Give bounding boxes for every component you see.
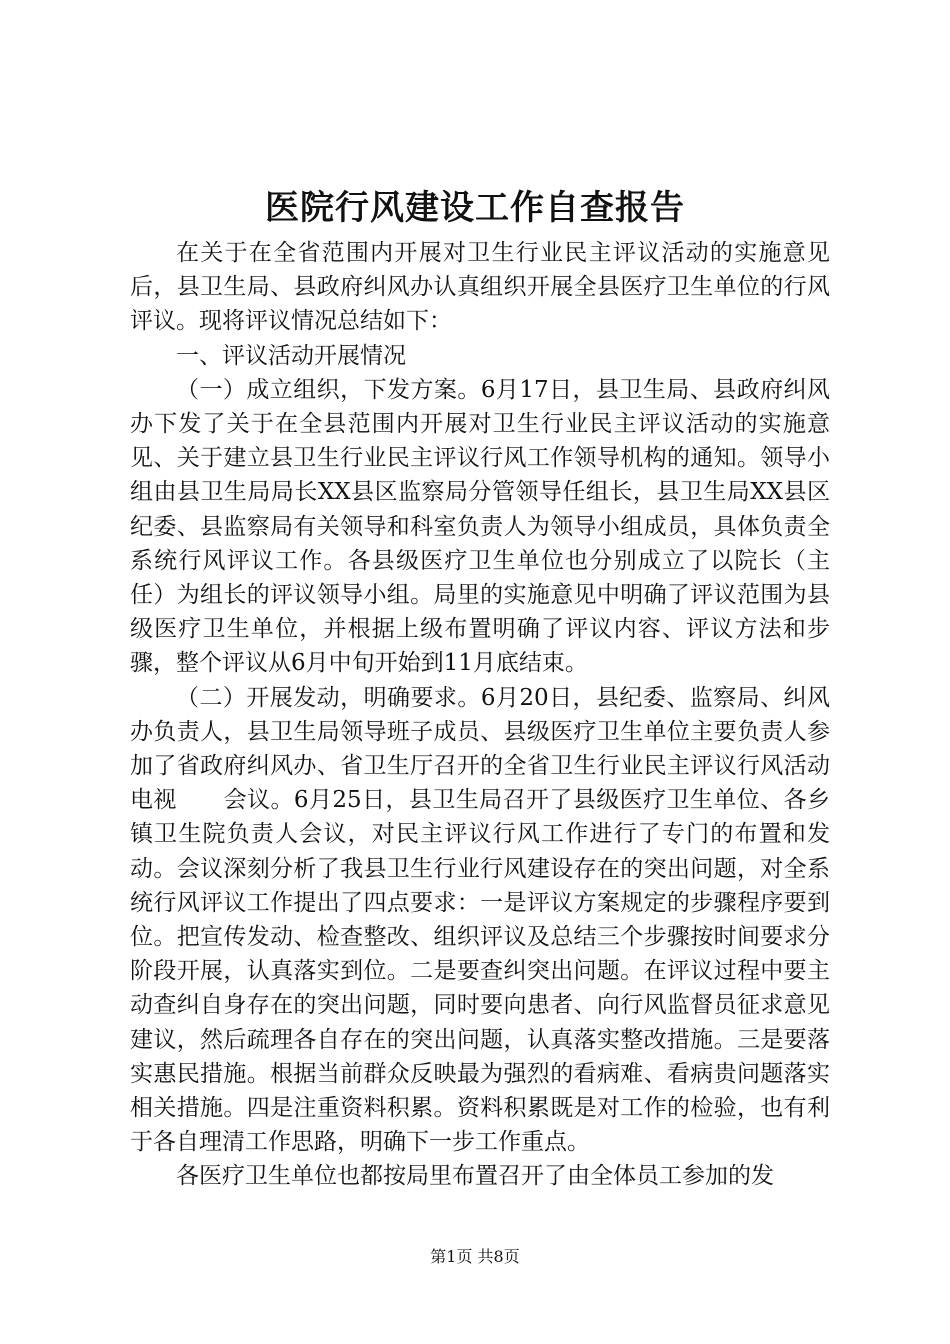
paragraph-organization: （一）成立组织，下发方案。6月17日，县卫生局、县政府纠风办下发了关于在全县范围内开展对卫生行业民主评议活动的实施意见、关于建立县卫生行业民主评议行风工作领导机构的通知。领导小组由县卫生局局长XX县区监察局分管领导任组长，县卫生局XX县区纪委、县监察局有关领导和科室负责人为领导小组成员，具体负责全系统行风评议工作。各县级医疗卫生单位也分别成立了以院长（主任）为组长的评议领导小组。局里的实施意见中明确了评议范围为县级医疗卫生单位，并根据上级布置明确了评议内容、评议方法和步骤，整个评议从6月中旬开始到11月底结束。 [130, 376, 830, 677]
paragraph-intro: 在关于在全省范围内开展对卫生行业民主评议活动的实施意见后，县卫生局、县政府纠风办认真组织开展全县医疗卫生单位的行风评议。现将评议情况总结如下： [130, 240, 830, 335]
document-body [130, 236, 830, 1194]
paragraph-continued: 各医疗卫生单位也都按局里布置召开了由全体员工参加的发 [176, 1163, 774, 1190]
document-title: 医院行风建设工作自查报告 [265, 188, 685, 228]
section-heading: 一、评议活动开展情况 [176, 342, 406, 369]
paragraph-mobilization: （二）开展发动，明确要求。6月20日，县纪委、监察局、纠风办负责人，县卫生局领导班子成员、县级医疗卫生单位主要负责人参加了省政府纠风办、省卫生厅召开的全省卫生行业民主评议行风活动电视 会议。6月25日，县卫生局召开了县级医疗卫生单位、各乡镇卫生院负责人会议，对民主评议行风工作进行了专门的布置和发动。会议深刻分析了我县卫生行业行风建设存在的突出问题，对全系统行风评议工作提出了四点要求：一是评议方案规定的步骤程序要到位。把宣传发动、检查整改、组织评议及总结三个步骤按时间要求分阶段开展，认真落实到位。二是要查纠突出问题。在评议过程中要主动查纠自身存在的突出问题，同时要向患者、向行风监督员征求意见建议，然后疏理各自存在的突出问题，认真落实整改措施。三是要落实惠民措施。根据当前群众反映最为强烈的看病难、看病贵问题落实相关措施。四是注重资料积累。资料积累既是对工作的检验，也有利于各自理清工作思路，明确下一步工作重点。 [130, 684, 830, 1156]
page-number-footer: 第1页 共8页 [430, 1247, 520, 1266]
